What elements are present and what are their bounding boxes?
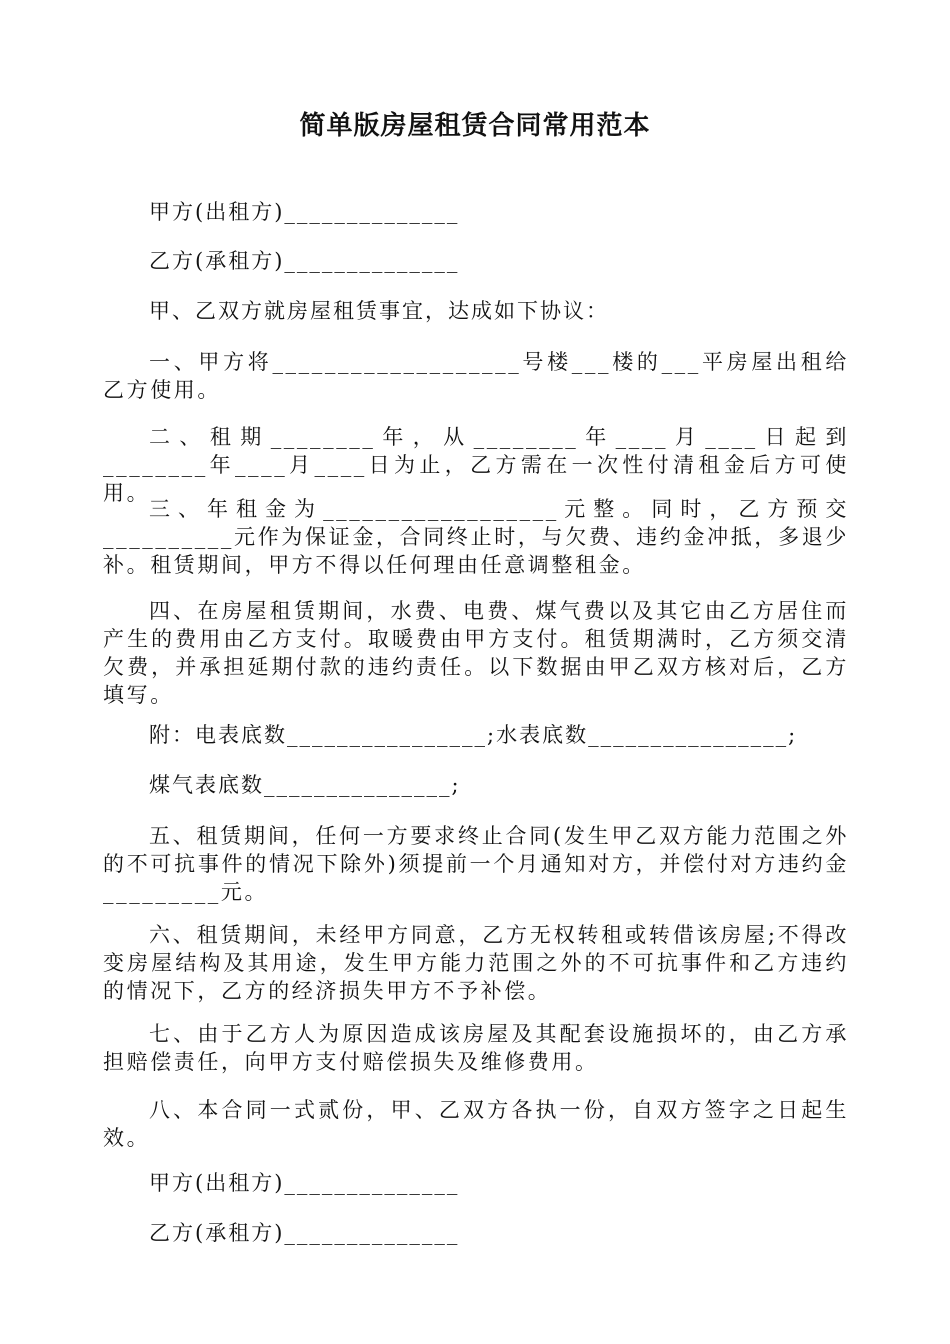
clause-5: 五、租赁期间，任何一方要求终止合同(发生甲乙双方能力范围之外的不可抗事件的情况下除外)须提前一个月通知对方，并偿付对方违约金_________元。 (103, 824, 849, 904)
clause-2: 二、租期________年，从________年____月____日起到________年____月____日为止，乙方需在一次性付清租金后方可使用。 (103, 425, 849, 505)
meter-readings-line-2: 煤气表底数_______________; (149, 773, 461, 797)
clause-4: 四、在房屋租赁期间，水费、电费、煤气费以及其它由乙方居住而产生的费用由乙方支付。取暖费由甲方支付。租赁期满时，乙方须交清欠费，并承担延期付款的违约责任。以下数据由甲乙双方核对后，乙方填写。 (103, 599, 849, 707)
clause-6: 六、租赁期间，未经甲方同意，乙方无权转租或转借该房屋;不得改变房屋结构及其用途，发生甲方能力范围之外的不可抗事件和乙方违约的情况下，乙方的经济损失甲方不予补偿。 (103, 923, 849, 1003)
clause-3: 三、年租金为__________________元整。同时，乙方预交__________元作为保证金，合同终止时，与欠费、违约金冲抵，多退少补。租赁期间，甲方不得以任何理由任意调整租金。 (103, 497, 849, 577)
party-b-line-bottom: 乙方(承租方)______________ (149, 1221, 460, 1245)
party-b-line-top: 乙方(承租方)______________ (149, 249, 460, 273)
clause-7: 七、由于乙方人为原因造成该房屋及其配套设施损坏的，由乙方承担赔偿责任，向甲方支付赔偿损失及维修费用。 (103, 1022, 849, 1074)
party-a-line-bottom: 甲方(出租方)______________ (149, 1171, 460, 1195)
document-title: 简单版房屋租赁合同常用范本 (299, 111, 651, 141)
clause-8: 八、本合同一式贰份，甲、乙双方各执一份，自双方签字之日起生效。 (103, 1098, 849, 1150)
clause-1: 一、甲方将___________________号楼___楼的___平房屋出租给乙方使用。 (103, 350, 849, 402)
party-a-line-top: 甲方(出租方)______________ (149, 200, 460, 224)
meter-readings-line-1: 附：电表底数________________;水表底数________________; (149, 723, 798, 747)
intro-text: 甲、乙双方就房屋租赁事宜，达成如下协议： (149, 299, 609, 323)
